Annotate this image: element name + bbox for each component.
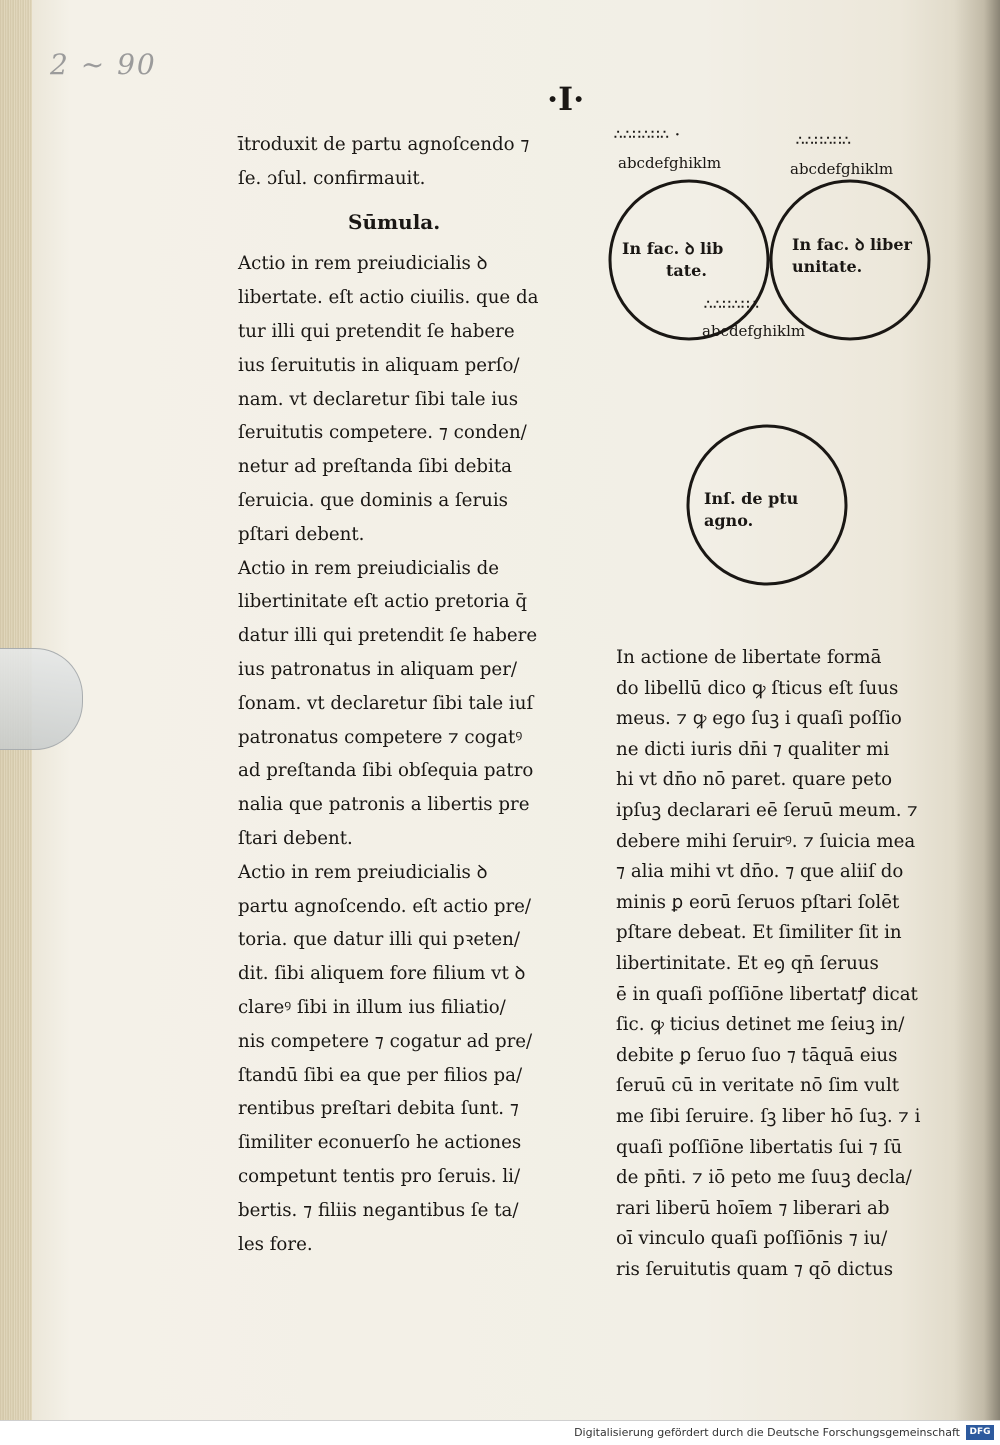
text-line: debite ꝑ ſeruo ſuo ⁊ tāquā eius: [616, 1044, 898, 1066]
label-line: agno.: [704, 511, 754, 530]
text-line: meus. ⁊ ꝙ ego ſuꝫ i quaſi poſſio: [616, 708, 902, 730]
label-line: Inſ. de ptu: [704, 489, 799, 508]
paragraph-libertinitate: [238, 552, 578, 856]
text-line: tur illi qui pretendit ſe habere: [238, 320, 515, 342]
funding-credit: Digitalisierung gefördert durch die Deutsche Forschungsgemeinschaft: [574, 1426, 960, 1439]
text-line: ius patronatus in aliquam per/: [238, 658, 518, 680]
text-line: pſtari debent.: [238, 523, 365, 545]
text-line: In actione de libertate formā: [616, 647, 882, 668]
dot-marks-left: ∴∴∷∴∷∴ ·: [614, 128, 681, 143]
alphabet-bottom: abcdefghiklm: [702, 322, 806, 340]
text-line: libertinitate. Et eꝯ qn̄ ſeruus: [616, 952, 879, 974]
page-clip: [0, 648, 83, 750]
text-line: netur ad preſtanda ſibi debita: [238, 456, 513, 478]
text-line: Actio in rem preiudicialis ꝺ: [238, 861, 488, 883]
text-line: ⁊ alia mihi vt dn̄o. ⁊ que aliiſ do: [616, 861, 904, 883]
text-line: minis ꝑ eorū ſeruos pſtari ſolēt: [616, 891, 900, 913]
dfg-logo-icon: DFG: [966, 1425, 994, 1440]
text-line: me ſibi ſeruire. ſꝫ liber hō ſuꝫ. ⁊ i: [616, 1105, 921, 1127]
text-line: nam. vt declaretur ſibi tale ius: [238, 388, 519, 410]
text-line: oī vinculo quaſi poſſiōnis ⁊ iu/: [616, 1228, 888, 1250]
text-line: quaſi poſſiōne libertatis ſui ⁊ ſū: [616, 1136, 903, 1158]
text-line: ad preſtanda ſibi obſequia patro: [238, 760, 534, 782]
text-line: rari liberū hoīem ⁊ liberari ab: [616, 1197, 890, 1219]
label-line: unitate.: [792, 257, 863, 276]
section-heading: Sūmula.: [348, 209, 441, 234]
label-line: In fac. ꝺ liber: [792, 235, 912, 254]
text-line: do libellū dico ꝙ ſticus eſt ſuus: [616, 677, 899, 699]
text-line: rentibus preſtari debita ſunt. ⁊: [238, 1098, 519, 1120]
text-line: ſeruicia. que dominis a ſeruis: [238, 489, 509, 511]
paragraph-libertate: [238, 247, 578, 551]
text-line: de pn̄ti. ⁊ iō peto me ſuuꝫ decla/: [616, 1167, 912, 1189]
circle-diagram: [600, 120, 960, 590]
label-libertate: [622, 238, 723, 282]
text-line: toria. que datur illi qui pꝛeten/: [238, 929, 521, 951]
text-line: partu agnoſcendo. eſt actio pre/: [238, 895, 532, 917]
label-line: tate.: [666, 261, 707, 280]
text-line: ſeruitutis competere. ⁊ conden/: [238, 422, 527, 444]
text-line: les fore.: [238, 1233, 313, 1255]
text-line: libertinitate eſt actio pretoria q̄: [238, 591, 528, 613]
text-line: ipſuꝫ declarari eē ſeruū meum. ⁊: [616, 799, 918, 821]
label-libertinitate: [792, 234, 912, 278]
text-line: ris ſeruitutis quam ⁊ qō dictus: [616, 1258, 894, 1280]
right-text-column: [616, 643, 946, 1285]
text-line: ſtandū ſibi ea que per filios pa/: [238, 1064, 523, 1086]
text-line: Actio in rem preiudicialis de: [238, 557, 500, 579]
text-line: hi vt dn̄o nō paret. quare peto: [616, 769, 893, 791]
paragraph-partu-agnoscendo: [238, 856, 578, 1262]
text-line: Actio in rem preiudicialis ꝺ: [238, 253, 488, 275]
text-line: ſimiliter econuerſo he actiones: [238, 1132, 522, 1154]
alphabet-right: abcdefghiklm: [790, 160, 894, 178]
alphabet-left: abcdefghiklm: [618, 154, 722, 172]
text-line: patronatus competere ⁊ cogatꝰ: [238, 726, 523, 748]
text-line: debere mihi ſeruirꝰ. ⁊ ſuicia mea: [616, 830, 916, 852]
label-line: In fac. ꝺ lib: [622, 239, 724, 258]
text-line: pſtare debeat. Et ſimiliter ſit in: [616, 922, 902, 944]
dot-marks-right: ∴∴∷∴∷∴: [796, 134, 852, 149]
text-line: competunt tentis pro ſeruis. li/: [238, 1165, 521, 1187]
text-line: nalia que patronis a libertis pre: [238, 794, 530, 816]
text-line: clareꝰ ſibi in illum ius filiatio/: [238, 996, 506, 1018]
text-line: bertis. ⁊ filiis negantibus ſe ta/: [238, 1199, 519, 1221]
digitization-footer: [0, 1420, 1000, 1445]
pencil-annotation: 2 ~ 90: [50, 48, 157, 81]
dot-marks-bottom: ∴∴∷∴∷∴: [704, 298, 760, 313]
text-line: libertate. eſt actio ciuilis. que da: [238, 287, 539, 309]
label-partu-agnoscendo: [704, 488, 798, 532]
text-line: datur illi qui pretendit ſe habere: [238, 625, 538, 647]
text-line: ſic. ꝙ ticius detinet me ſeiuꝫ in/: [616, 1014, 905, 1036]
text-line: dit. ſibi aliquem fore filium vt ꝺ: [238, 963, 526, 985]
text-line: nis competere ⁊ cogatur ad pre/: [238, 1030, 533, 1052]
gutter-shadow: [954, 0, 1000, 1420]
intro-lines: [238, 128, 578, 196]
text-line: ſonam. vt declaretur ſibi tale iuſ: [238, 692, 534, 714]
text-line: ē in quaſi poſſiōne libertatꝭ dicat: [616, 983, 918, 1005]
text-line: ītroduxit de partu agnoſcendo ⁊: [238, 134, 530, 155]
text-line: ius ſeruitutis in aliquam perſo/: [238, 354, 520, 376]
text-line: ne dicti iuris dn̄i ⁊ qualiter mi: [616, 738, 890, 760]
text-line: ſe. ɔſul. confirmauit.: [238, 167, 426, 189]
text-line: ſeruū cū in veritate nō ſim vult: [616, 1075, 900, 1097]
left-text-column: [238, 128, 578, 1261]
folio-number: ·I·: [547, 80, 585, 118]
text-line: ſtari debent.: [238, 827, 353, 849]
